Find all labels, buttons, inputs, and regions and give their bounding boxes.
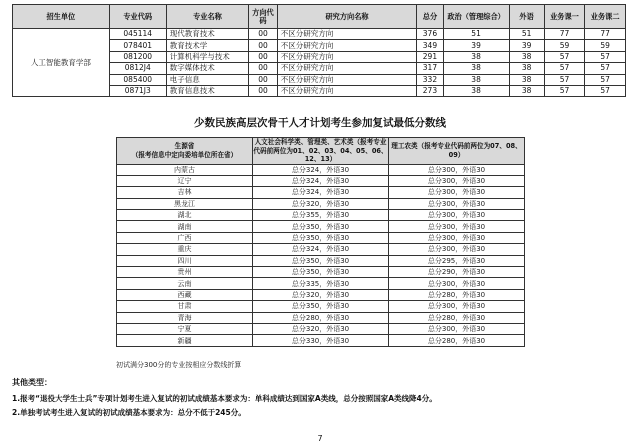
science-cell: 总分280，外语30: [389, 335, 525, 346]
table-row: [117, 312, 525, 323]
total-cell: 317: [417, 63, 443, 74]
score-conversion-note: 初试满分300分的专业按相应分数线折算: [116, 361, 242, 369]
humanities-cell: 总分350，外语30: [253, 301, 389, 312]
province-cell: 青海: [117, 312, 253, 323]
page-number: 7: [317, 434, 323, 443]
humanities-cell: 总分320，外语30: [253, 198, 389, 209]
direction-name-cell: 不区分研究方向: [277, 29, 417, 40]
table-row: [117, 221, 525, 232]
province-cell: 重庆: [117, 244, 253, 255]
minority-table-body: [117, 164, 525, 346]
humanities-cell: 总分350，外语30: [253, 255, 389, 266]
header-foreign: 外语: [509, 5, 544, 29]
major-code-cell: 081200: [109, 51, 166, 62]
major-name-cell: 教育信息技术: [166, 85, 248, 96]
table-row: [117, 210, 525, 221]
humanities-cell: 总分320，外语30: [253, 289, 389, 300]
science-cell: 总分290，外语30: [389, 267, 525, 278]
humanities-cell: 总分350，外语30: [253, 232, 389, 243]
major-code-cell: 0812J4: [109, 63, 166, 74]
direction-name-cell: 不区分研究方向: [277, 63, 417, 74]
header-province-sub: （报考信息中定向委培单位所在省）: [131, 150, 238, 159]
foreign-cell: 38: [509, 51, 544, 62]
course2-cell: 57: [585, 85, 626, 96]
humanities-cell: 总分280，外语30: [253, 312, 389, 323]
table-row: [117, 198, 525, 209]
politics-cell: 38: [443, 51, 509, 62]
header-humanities: 人文社会科学类、管理类、艺术类（报考专业代码前两位为01、02、03、04、05、06、12、13）: [253, 138, 388, 163]
province-cell: 新疆: [117, 335, 253, 346]
science-cell: 总分300，外语30: [389, 187, 525, 198]
science-cell: 总分300，外语30: [389, 278, 525, 289]
province-cell: 四川: [117, 255, 253, 266]
course2-cell: 57: [585, 51, 626, 62]
major-code-cell: 0871J3: [109, 85, 166, 96]
table-header-row: [117, 138, 525, 165]
province-cell: 宁夏: [117, 323, 253, 334]
table-row: [117, 244, 525, 255]
table-header-row: [13, 5, 626, 29]
total-cell: 291: [417, 51, 443, 62]
admission-score-table: [12, 4, 626, 97]
header-course2: 业务课二: [585, 5, 626, 29]
section-title: 少数民族高层次骨干人才计划考生参加复试最低分数线: [194, 117, 446, 129]
course1-cell: 57: [544, 63, 585, 74]
science-cell: 总分300，外语30: [389, 175, 525, 186]
humanities-cell: 总分324，外语30: [253, 175, 389, 186]
humanities-cell: 总分355，外语30: [253, 210, 389, 221]
direction-code-cell: 00: [249, 29, 278, 40]
direction-name-cell: 不区分研究方向: [277, 85, 417, 96]
science-cell: 总分300，外语30: [389, 323, 525, 334]
table-row: [117, 164, 525, 175]
table-row: [117, 255, 525, 266]
major-code-cell: 085400: [109, 74, 166, 85]
other-type-item: 2.单独考试考生进入复试的初试成绩基本要求为：总分不低于245分。: [12, 408, 246, 417]
direction-code-cell: 00: [249, 40, 278, 51]
humanities-cell: 总分324，外语30: [253, 244, 389, 255]
direction-code-cell: 00: [249, 63, 278, 74]
header-unit: 招生单位: [13, 5, 110, 29]
humanities-cell: 总分320，外语30: [253, 323, 389, 334]
table-row: [13, 29, 626, 40]
science-cell: 总分300，外语30: [389, 164, 525, 175]
foreign-cell: 38: [509, 85, 544, 96]
science-cell: 总分280，外语30: [389, 312, 525, 323]
table-row: [117, 335, 525, 346]
table-row: [117, 301, 525, 312]
science-cell: 总分300，外语30: [389, 232, 525, 243]
foreign-cell: 38: [509, 63, 544, 74]
total-cell: 273: [417, 85, 443, 96]
major-name-cell: 教育技术学: [166, 40, 248, 51]
major-code-cell: 045114: [109, 29, 166, 40]
header-major-code: 专业代码: [109, 5, 166, 29]
major-code-cell: 078401: [109, 40, 166, 51]
direction-code-cell: 00: [249, 51, 278, 62]
table-row: [117, 175, 525, 186]
humanities-cell: 总分350，外语30: [253, 221, 389, 232]
science-cell: 总分300，外语30: [389, 244, 525, 255]
other-type-item: 1.报考“退役大学生士兵”专项计划考生进入复试的初试成绩基本要求为：单科成绩达到国家A类线，总分按照国家A类线降4分。: [12, 394, 437, 403]
foreign-cell: 39: [509, 40, 544, 51]
header-province: [117, 138, 253, 165]
humanities-cell: 总分330，外语30: [253, 335, 389, 346]
course1-cell: 77: [544, 29, 585, 40]
science-cell: 总分280，外语30: [389, 289, 525, 300]
course2-cell: 59: [585, 40, 626, 51]
header-course1: 业务课一: [544, 5, 585, 29]
total-cell: 349: [417, 40, 443, 51]
humanities-cell: 总分350，外语30: [253, 267, 389, 278]
header-politics: 政治（管理综合）: [443, 5, 509, 29]
politics-cell: 38: [443, 74, 509, 85]
province-cell: 西藏: [117, 289, 253, 300]
header-direction-name: 研究方向名称: [277, 5, 417, 29]
foreign-cell: 51: [509, 29, 544, 40]
course2-cell: 57: [585, 74, 626, 85]
science-cell: 总分300，外语30: [389, 198, 525, 209]
table-row: [117, 289, 525, 300]
major-name-cell: 现代教育技术: [166, 29, 248, 40]
major-name-cell: 电子信息: [166, 74, 248, 85]
course1-cell: 59: [544, 40, 585, 51]
header-province-label: 生源省: [174, 142, 195, 151]
province-cell: 甘肃: [117, 301, 253, 312]
major-name-cell: 数字媒体技术: [166, 63, 248, 74]
table-row: [117, 187, 525, 198]
province-cell: 内蒙古: [117, 164, 253, 175]
province-cell: 黑龙江: [117, 198, 253, 209]
table-row: [117, 323, 525, 334]
table-row: [117, 232, 525, 243]
table-row: [117, 267, 525, 278]
total-cell: 376: [417, 29, 443, 40]
politics-cell: 38: [443, 63, 509, 74]
direction-code-cell: 00: [249, 74, 278, 85]
header-direction-code: 方向代码: [249, 5, 278, 29]
direction-name-cell: 不区分研究方向: [277, 51, 417, 62]
province-cell: 辽宁: [117, 175, 253, 186]
politics-cell: 39: [443, 40, 509, 51]
course2-cell: 57: [585, 63, 626, 74]
course1-cell: 57: [544, 51, 585, 62]
province-cell: 云南: [117, 278, 253, 289]
table-row: [117, 278, 525, 289]
direction-code-cell: 00: [249, 85, 278, 96]
science-cell: 总分300，外语30: [389, 221, 525, 232]
unit-name-cell: 人工智能教育学部: [13, 29, 110, 97]
direction-name-cell: 不区分研究方向: [277, 74, 417, 85]
header-science: 理工农类（报考专业代码前两位为07、08、09）: [389, 138, 525, 165]
header-major-name: 专业名称: [166, 5, 248, 29]
politics-cell: 51: [443, 29, 509, 40]
humanities-cell: 总分324，外语30: [253, 164, 389, 175]
course2-cell: 77: [585, 29, 626, 40]
course1-cell: 57: [544, 85, 585, 96]
major-name-cell: 计算机科学与技术: [166, 51, 248, 62]
minority-score-table: [116, 137, 525, 347]
header-total: 总分: [417, 5, 443, 29]
humanities-cell: 总分335，外语30: [253, 278, 389, 289]
province-cell: 广西: [117, 232, 253, 243]
direction-name-cell: 不区分研究方向: [277, 40, 417, 51]
province-cell: 贵州: [117, 267, 253, 278]
province-cell: 吉林: [117, 187, 253, 198]
province-cell: 湖南: [117, 221, 253, 232]
other-types-heading: 其他类型：: [12, 378, 52, 387]
province-cell: 湖北: [117, 210, 253, 221]
politics-cell: 38: [443, 85, 509, 96]
humanities-cell: 总分324，外语30: [253, 187, 389, 198]
science-cell: 总分300，外语30: [389, 301, 525, 312]
foreign-cell: 38: [509, 74, 544, 85]
science-cell: 总分295，外语30: [389, 255, 525, 266]
course1-cell: 57: [544, 74, 585, 85]
science-cell: 总分300，外语30: [389, 210, 525, 221]
total-cell: 332: [417, 74, 443, 85]
